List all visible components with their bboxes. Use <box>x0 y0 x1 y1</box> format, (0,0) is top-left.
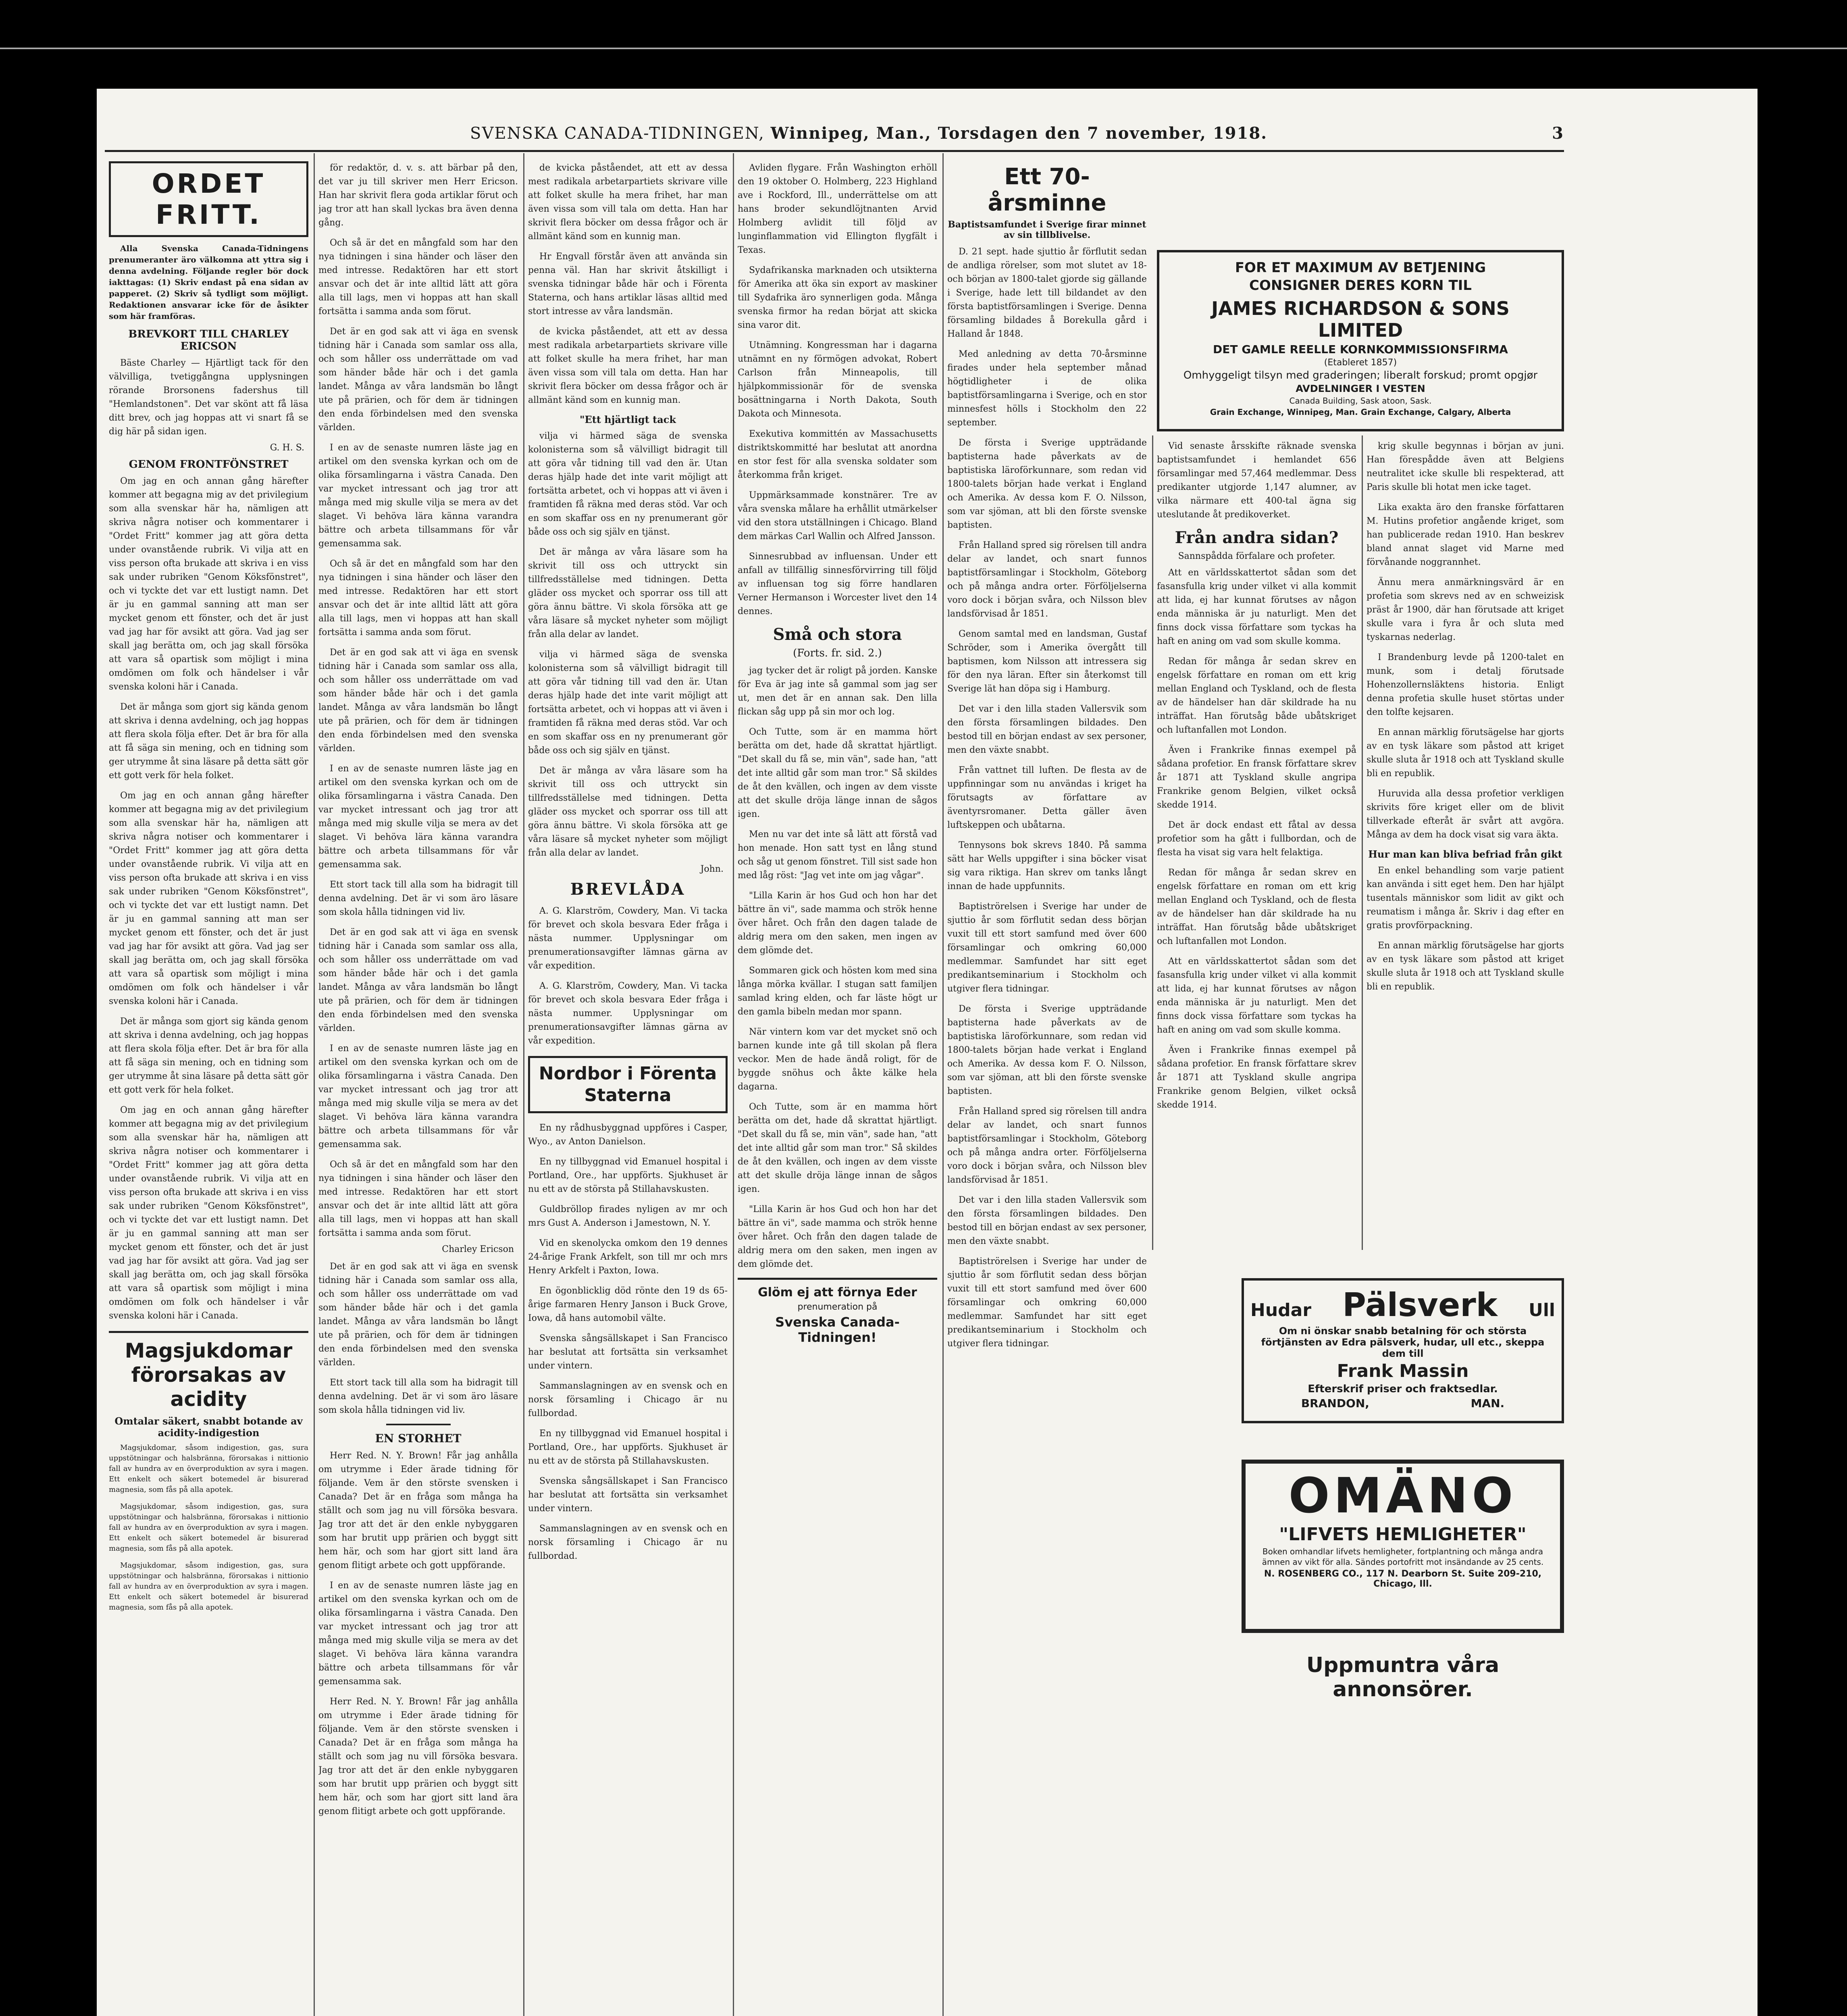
richardson-line2: CONSIGNER DERES KORN TIL <box>1249 277 1472 294</box>
news-item: Svenska sångsällskapet i San Francisco har beslutat att fortsätta sin verksamhet under vintern. <box>528 1333 728 1371</box>
article-paragraph: Även i Frankrike finnas exempel på sådana profetior. En fransk författare skrev år 1871 att Tyskland skulle angripa Frankrike genom Belgien, vilket också skedde 1914. <box>1157 1045 1356 1110</box>
richardson-line6: Omhyggeligt tilsyn med graderingen; liberalt forskud; promt opgjør <box>1183 369 1538 381</box>
column-2 <box>318 161 518 2016</box>
story-paragraph: "Lilla Karin är hos Gud och hon har det bättre än vi", sade mamma och strök henne över håret. Och från den dagen talade de aldrig mera om den saken, men ingen av dem glömde det. <box>738 1204 937 1269</box>
article-paragraph: Vid senaste årsskifte räknade svenska baptistsamfundet i hemlandet 656 församlingar med 57,464 medlemmar. Dess predikanter utgjorde 1,147 alumner, av vilka närmare ett 400-tal ägna sig uteslutande åt predikoverket. <box>1157 441 1356 520</box>
news-item: Avliden flygare. Från Washington erhöll den 19 oktober O. Holmberg, 223 Highland ave i Rockford, Ill., underrättelse om att hans broder sekundlöjtnanten Arvid Holmberg avlidit till följd av lunginflammation vid Ellington flygfält i Texas. <box>738 163 937 255</box>
article-paragraph: Och så är det en mångfald som har den nya tidningen i sina händer och läser den med intresse. Redaktören har ett stort ansvar och det är inte alltid lätt att göra alla till lags, men vi hoppas att han skall fortsätta i samma anda som förut. <box>318 1160 518 1238</box>
masthead-rule <box>105 150 1564 152</box>
story-paragraph: "Lilla Karin är hos Gud och hon har det bättre än vi", sade mamma och strök henne över håret. Och från den dagen talade de aldrig mera om den saken, men ingen av dem glömde det. <box>738 891 937 956</box>
reminder-title: Glöm ej att förnya Eder <box>758 1285 917 1300</box>
column-divider <box>314 153 315 2016</box>
article-paragraph: Det är en god sak att vi äga en svensk tidning här i Canada som samlar oss alla, och som håller oss underrättade om vad som händer både här och i det gamla landet. Många av våra landsmän bo långt ute på prärien, och för dem är tidningen den enda förbindelsen med den svenska världen. <box>318 327 518 433</box>
nordbor-heading: Nordbor i Förenta Staterna <box>528 1056 728 1113</box>
letter-heading: BREVKORT TILL CHARLEY ERICSON <box>128 328 289 352</box>
article-paragraph: Tennysons bok skrevs 1840. På samma sätt har Wells uppgifter i sina böcker visat sig vara riktiga. Han skrev om tanks långt innan de hade uppfunnits. <box>947 840 1147 891</box>
pelt-ad-location <box>1250 1397 1555 1410</box>
article-paragraph: vilja vi härmed säga de svenska kolonisterna som så välvilligt bidragit till att göra vår tidning till vad den är. Utan deras hjälp hade det inte varit möjligt att fortsätta arbetet, och vi hoppas att vi även i framtiden få räkna med deras stöd. Var och en som skaffar oss en ny prenumerant gör både oss och sig själv en tjänst. <box>528 650 728 756</box>
story-paragraph: Sommaren gick och hösten kom med sina långa mörka kvällar. I stugan satt familjen samlad kring elden, och far läste högt ur den gamla bibeln medan mor spann. <box>738 966 937 1017</box>
omano-description: Boken omhandlar lifvets hemligheter, fortplantning och många andra ämnen av vikt för alla. Sändes portofritt mot insändande av 25 cents. <box>1262 1547 1544 1567</box>
acidity-ad-body: Magsjukdomar, såsom indigestion, gas, sura uppstötningar och halsbränna, förorsakas i nittionio fall av hundra av en överproduktion av syra i magen. Ett enkelt och säkert botemedel är bisurerad magnesia, som fås på alla apotek. <box>109 1561 308 1612</box>
column-4 <box>738 161 937 2016</box>
pelt-ad-prices: Efterskrif priser och fraktsedlar. <box>1308 1383 1498 1395</box>
richardson-line1: FOR ET MAXIMUM AV BETJENING <box>1235 260 1486 276</box>
article-paragraph: I en av de senaste numren läste jag en artikel om den svenska kyrkan och om de olika församlingarna i västra Canada. Den var mycket intressant och jag tror att många med mig skulle vilja se mera av det slaget. Vi behöva lära känna varandra bättre och arbeta tillsammans för vår gemensamma sak. <box>318 443 518 549</box>
omano-tagline: "LIFVETS HEMLIGHETER" <box>1279 1524 1527 1545</box>
column-3 <box>528 161 728 2016</box>
richardson-line7: AVDELNINGER I VESTEN <box>1296 383 1425 394</box>
article-paragraph: Redan för många år sedan skrev en engelsk författare en roman om ett krig mellan England och Tyskland, och de flesta av de händelser han där skildrade ha nu inträffat. Han förutsåg både ubåtskriget och luftanfallen mot London. <box>1157 656 1356 735</box>
article-paragraph: I en av de senaste numren läste jag en artikel om den svenska kyrkan och om de olika församlingarna i västra Canada. Den var mycket intressant och jag tror att många med mig skulle vilja se mera av det slaget. Vi behöva lära känna varandra bättre och arbeta tillsammans för vår gemensamma sak. <box>318 764 518 870</box>
column-divider <box>1362 435 1363 1250</box>
article-paragraph: De första i Sverige uppträdande baptisterna hade påverkats av de baptistiska läroförkunnare, som redan vid 1800-talets början hade verkat i England och Amerika. Av dessa kom F. O. Nilsson, som var sjöman, att bli den förste svenske baptisten. <box>947 438 1147 530</box>
article-paragraph: Om jag en och annan gång härefter kommer att begagna mig av det privilegium som alla svenskar här ha, nämligen att skriva några notiser och kommentarer i "Ordet Fritt" kommer jag att göra detta under ovanstående rubrik. Vi vilja att en viss person ofta brukade att skriva i en viss sak under rubriken "Genom Köksfönstret", och vi tyckte det var ett lustigt namn. Det är ju en gammal sanning att man ser mycket genom ett fönster, och det är just vad jag har för avsikt att göra. Vad jag ser skall jag berätta om, och jag skall försöka att vara så opartisk som möjligt i mina omdömen om folk och händelser i vår svenska koloni här i Canada. <box>109 1105 308 1321</box>
thanks-heading: "Ett hjärtligt tack <box>579 414 676 425</box>
news-item: Sinnesrubbad av influensan. Under ett anfall av tillfällig sinnesförvirring till följd av influensan tog sig förre handlaren Verner Hermanson i Worcester livet den 14 dennes. <box>738 552 937 616</box>
article-paragraph: Från vattnet till luften. De flesta av de uppfinningar som nu användas i kriget ha förutsagts av författare av äventyrsromaner. Detta gäller även luftskeppen och ubåtarna. <box>947 765 1147 830</box>
pelt-ad-left: Hudar <box>1250 1300 1312 1320</box>
article-paragraph: Även i Frankrike finnas exempel på sådana profetior. En fransk författare skrev år 1871 att Tyskland skulle angripa Frankrike genom Belgien, vilket också skedde 1914. <box>1157 745 1356 810</box>
pelt-ad-headline <box>1250 1286 1555 1324</box>
article-paragraph: Det var i den lilla staden Vallersvik som den första församlingen bildades. Den bestod till en början endast av sex personer, men den växte snabbt. <box>947 1195 1147 1246</box>
column-5 <box>947 161 1147 2016</box>
article-paragraph: Det är en god sak att vi äga en svensk tidning här i Canada som samlar oss alla, och som håller oss underrättade om vad som händer både här och i det gamla landet. Många av våra landsmän bo långt ute på prärien, och för dem är tidningen den enda förbindelsen med den svenska världen. <box>318 927 518 1033</box>
article-paragraph: Från Halland spred sig rörelsen till andra delar av landet, och snart funnos baptistförsamlingar i Stockholm, Göteborg och på många andra orter. Förföljelserna voro dock i början svåra, och Nilsson blev landsförvisad år 1851. <box>947 540 1147 619</box>
letter-body: Bäste Charley — Hjärtligt tack för den välvilliga, tvetiggångna upplysningen rörande Brorsonens fadershus till "Hemlandstonen". Det var skönt att få läsa ditt brev, och jag hoppas att vi snart få se dig här på sidan igen. <box>109 358 308 437</box>
news-item: En ny tillbyggnad vid Emanuel hospital i Portland, Ore., har uppförts. Sjukhuset är nu ett av de största på Stillahavskusten. <box>528 1429 728 1466</box>
brevlada-body: A. G. Klarström, Cowdery, Man. Vi tacka för brevet och skola besvara Eder fråga i nästa nummer. Upplysningar om prenumerationsavgifter lämnas gärna av vår expedition. <box>528 906 728 971</box>
film-frame-top <box>0 48 1847 49</box>
pelt-ad-text: Om ni önskar snabb betalning för och största förtjänsten av Edra pälsverk, hudar, ull etc., skeppa dem till <box>1261 1325 1545 1359</box>
omano-book-ad <box>1242 1460 1564 1633</box>
article-paragraph: En annan märklig förutsägelse har gjorts av en tysk läkare som påstod att kriget skulle sluta år 1918 och att Tyskland skulle bli en republik. <box>1367 941 1564 992</box>
news-item: Vid en skenolycka omkom den 19 dennes 24-årige Frank Arkfelt, son till mr och mrs Henry Arkfelt i Paxton, Iowa. <box>528 1238 728 1276</box>
article-paragraph: I en av de senaste numren läste jag en artikel om den svenska kyrkan och om de olika församlingarna i västra Canada. Den var mycket intressant och jag tror att många med mig skulle vilja se mera av det slaget. Vi behöva lära känna varandra bättre och arbeta tillsammans för vår gemensamma sak. <box>318 1581 518 1687</box>
story-paragraph: jag tycker det är roligt på jorden. Kanske för Eva är jag inte så gammal som jag ser ut, men det är en annan sak. Den lilla flickan såg upp på sin mor och log. <box>738 666 937 717</box>
news-item: Svenska sångsällskapet i San Francisco har beslutat att fortsätta sin verksamhet under vintern. <box>528 1476 728 1514</box>
fran-andra-sidan-subheading: Sannspådda förfalare och profeter. <box>1178 551 1335 561</box>
article-paragraph: Baptiströrelsen i Sverige har under de sjuttio år som förflutit sedan dess början vuxit till ett stort samfund med över 600 församlingar och omkring 60,000 medlemmar. Samfundet har sitt eget predikantseminarium i Stockholm och utgiver flera tidningar. <box>947 902 1147 994</box>
reminder-paper: Svenska Canada-Tidningen! <box>775 1314 900 1345</box>
brevlada-body: A. G. Klarström, Cowdery, Man. Vi tacka för brevet och skola besvara Eder fråga i nästa nummer. Upplysningar om prenumerationsavgifter lämnas gärna av vår expedition. <box>528 981 728 1046</box>
article-paragraph: Att en världsskattertot sådan som det fasansfulla krig under vilket vi alla kommit att lida, ej har kunnat förutses av någon enda människa är ju naturligt. Men det finns dock vissa författare som tyckas ha haft en aning om vad som skulle komma. <box>1157 568 1356 646</box>
news-item: Sammanslagningen av en svensk och en norsk församling i Chicago är nu fullbordad. <box>528 1524 728 1561</box>
richardson-grain-ad <box>1157 250 1564 431</box>
article-paragraph: En enkel behandling som varje patient kan använda i sitt eget hem. Den har hjälpt tusentals människor som lidit av gikt och reumatism i många år. Skriv i dag efter en gratis provförpackning. <box>1367 866 1564 931</box>
article-paragraph: Baptiströrelsen i Sverige har under de sjuttio år som förflutit sedan dess början vuxit till ett stort samfund med över 600 församlingar och omkring 60,000 medlemmar. Samfundet har sitt eget predikantseminarium i Stockholm och utgiver flera tidningar. <box>947 1256 1147 1349</box>
richardson-line4: DET GAMLE REELLE KORNKOMMISSIONSFIRMA <box>1213 343 1508 356</box>
article-signature: John. <box>700 864 724 874</box>
renewal-reminder <box>738 1278 937 1345</box>
article-paragraph: Redan för många år sedan skrev en engelsk författare en roman om ett krig mellan England och Tyskland, och de flesta av de händelser han där skildrade ha nu inträffat. Han förutsåg både ubåtskriget och luftanfallen mot London. <box>1157 868 1356 946</box>
pelt-ad-city: BRANDON, <box>1301 1397 1369 1410</box>
en-storhet-heading: EN STORHET <box>375 1432 462 1445</box>
pelt-ad-name: Frank Massin <box>1337 1361 1469 1381</box>
column-6 <box>1157 439 1356 1246</box>
article-paragraph: Med anledning av detta 70-årsminne firades under hela september månad högtidligheter i de olika baptistförsamlingarna i Sverige, och en stor minnesfest hölls i Stockholm den 22 september. <box>947 349 1147 428</box>
section-heading: GENOM FRONTFÖNSTRET <box>129 458 289 471</box>
news-item: Exekutiva kommittén av Massachusetts distriktskommitté har beslutat att anordna en stor fest för alla svenska soldater som återkomma från kriget. <box>738 429 937 480</box>
sma-och-stora-heading: Små och stora <box>773 625 902 644</box>
article-paragraph: Och så är det en mångfald som har den nya tidningen i sina händer och läser den med intresse. Redaktören har ett stort ansvar och det är inte alltid lätt att göra alla till lags, men vi hoppas att han skall fortsätta i samma anda som förut. <box>318 238 518 317</box>
story-paragraph: Och Tutte, som är en mamma hört berätta om det, hade då skrattat hjärtligt. "Det skall du få se, min vän", sade han, "att det inte alltid går som man tror." Så skildes de åt den kvällen, och ingen av dem visste att det skulle dröja länge innan de sågos igen. <box>738 727 937 819</box>
column-divider <box>523 153 524 2016</box>
acidity-ad-body: Magsjukdomar, såsom indigestion, gas, sura uppstötningar och halsbränna, förorsakas i nittionio fall av hundra av en överproduktion av syra i magen. Ett enkelt och säkert botemedel är bisurerad magnesia, som fås på alla apotek. <box>109 1502 308 1553</box>
richardson-line9: Grain Exchange, Winnipeg, Man. Grain Exchange, Calgary, Alberta <box>1210 407 1511 417</box>
story-paragraph: Och Tutte, som är en mamma hört berätta om det, hade då skrattat hjärtligt. "Det skall du få se, min vän", sade han, "att det inte alltid går som man tror." Så skildes de åt den kvällen, och ingen av dem visste att det skulle dröja länge innan de sågos igen. <box>738 1102 937 1194</box>
article-paragraph: Herr Red. N. Y. Brown! Får jag anhålla om utrymme i Eder ärade tidning för följande. Vem är den störste svensken i Canada? Det är en fråga som många ha ställt och som jag nu vill försöka besvara. Jag tror att det är den enkle nybyggaren som har brutit upp prärien och byggt sitt hem här, och som har gjort sitt land ära genom flitigt arbete och gott uppförande. <box>318 1451 518 1570</box>
richardson-established: (Etableret 1857) <box>1324 358 1397 368</box>
ordet-fritt-heading: ORDET FRITT. <box>109 161 308 237</box>
article-paragraph: Huruvida alla dessa profetior verkligen skrivits före kriget eller om de blivit tillverkade efteråt är svårt att avgöra. Många av dem ha dock visat sig vara äkta. <box>1367 789 1564 840</box>
omano-brand: OMÄNO <box>1288 1468 1517 1524</box>
acidity-ad-body: Magsjukdomar, såsom indigestion, gas, sura uppstötningar och halsbränna, förorsakas i nittionio fall av hundra av en överproduktion av syra i magen. Ett enkelt och säkert botemedel är bisurerad magnesia, som fås på alla apotek. <box>109 1443 308 1494</box>
richardson-company: JAMES RICHARDSON & SONS LIMITED <box>1211 298 1510 341</box>
article-paragraph: De första i Sverige uppträdande baptisterna hade påverkats av de baptistiska läroförkunnare, som redan vid 1800-talets början hade verkat i England och Amerika. Av dessa kom F. O. Nilsson, som var sjöman, att bli den förste svenske baptisten. <box>947 1004 1147 1096</box>
news-item: Sydafrikanska marknaden och utsikterna för Amerika att öka sin export av maskiner till Sydafrika äro synnerligen goda. Många svenska firmor ha redan börjat att skicka sina varor dit. <box>738 265 937 330</box>
article-paragraph: Om jag en och annan gång härefter kommer att begagna mig av det privilegium som alla svenskar här ha, nämligen att skriva några notiser och kommentarer i "Ordet Fritt" kommer jag att göra detta under ovanstående rubrik. Vi vilja att en viss person ofta brukade att skriva i en viss sak under rubriken "Genom Köksfönstret", och vi tyckte det var ett lustigt namn. Det är ju en gammal sanning att man ser mycket genom ett fönster, och det är just vad jag har för avsikt att göra. Vad jag ser skall jag berätta om, och jag skall försöka att vara så opartisk som möjligt i mina omdömen om folk och händelser i vår svenska koloni här i Canada. <box>109 476 308 692</box>
article-paragraph: Ett stort tack till alla som ha bidragit till denna avdelning. Det är vi som äro läsare som skola hålla tidningen vid liv. <box>318 1378 518 1415</box>
article-paragraph: Det är många av våra läsare som ha skrivit till oss och uttryckt sin tillfredsställelse med tidningen. Detta gläder oss mycket och sporrar oss till att göra ännu bättre. Vi skola försöka att ge våra läsare så mycket nyheter som möjligt från alla delar av landet. <box>528 766 728 858</box>
column-divider <box>733 153 734 2016</box>
reminder-subtitle: prenumeration på <box>797 1302 878 1312</box>
news-item: Sammanslagningen av en svensk och en norsk församling i Chicago är nu fullbordad. <box>528 1381 728 1418</box>
story-paragraph: Men nu var det inte så lätt att förstå vad hon menade. Hon satt tyst en lång stund och såg ut genom fönstret. Till sist sade hon med låg röst: "Jag vet inte om jag vågar". <box>738 829 937 881</box>
article-paragraph: En annan märklig förutsägelse har gjorts av en tysk läkare som påstod att kriget skulle sluta år 1918 och att Tyskland skulle bli en republik. <box>1367 727 1564 779</box>
fran-andra-sidan-heading: Från andra sidan? <box>1175 528 1339 547</box>
column-1 <box>109 161 308 2016</box>
news-item: En ögonblicklig död rönte den 19 ds 65-årige farmaren Henry Janson i Buck Grove, Iowa, då hans automobil välte. <box>528 1286 728 1323</box>
acidity-ad <box>109 1331 308 1613</box>
pelt-dealer-ad <box>1242 1278 1564 1423</box>
article-signature: Charley Ericson <box>442 1244 514 1254</box>
news-item: Guldbröllop firades nyligen av mr och mrs Gust A. Anderson i Jamestown, N. Y. <box>528 1204 728 1228</box>
article-paragraph: Det är en god sak att vi äga en svensk tidning här i Canada som samlar oss alla, och som håller oss underrättade om vad som händer både här och i det gamla landet. Många av våra landsmän bo långt ute på prärien, och för dem är tidningen den enda förbindelsen med den svenska världen. <box>318 1262 518 1368</box>
article-paragraph: Om jag en och annan gång härefter kommer att begagna mig av det privilegium som alla svenskar här ha, nämligen att skriva några notiser och kommentarer i "Ordet Fritt" kommer jag att göra detta under ovanstående rubrik. Vi vilja att en viss person ofta brukade att skriva i en viss sak under rubriken "Genom Köksfönstret", och vi tyckte det var ett lustigt namn. Det är ju en gammal sanning att man ser mycket genom ett fönster, och det är just vad jag har för avsikt att göra. Vad jag ser skall jag berätta om, och jag skall försöka att vara så opartisk som möjligt i mina omdömen om folk och händelser i vår svenska koloni här i Canada. <box>109 791 308 1006</box>
paper-name: SVENSKA CANADA-TIDNINGEN, <box>470 124 765 143</box>
article-paragraph: I en av de senaste numren läste jag en artikel om den svenska kyrkan och om de olika församlingarna i västra Canada. Den var mycket intressant och jag tror att många med mig skulle vilja se mera av det slaget. Vi behöva lära känna varandra bättre och arbeta tillsammans för vår gemensamma sak. <box>318 1043 518 1150</box>
article-paragraph: de kvicka påståendet, att ett av dessa mest radikala arbetarpartiets skrivare ville att folket skulle ha mera frihet, har man även vissa som vill tala om detta. Han har skrivit flera böcker om dessa frågor och är allmänt känd som en kunnig man. <box>528 163 728 242</box>
column-divider <box>1152 435 1153 1250</box>
news-item: Uppmärksammade konstnärer. Tre av våra svenska målare ha erhållit utmärkelser vid den stora utställningen i Chicago. Bland dem märkas Carl Wallin och Alfred Jansson. <box>738 490 937 541</box>
article-paragraph: Det är dock endast ett fåtal av dessa profetior som ha gått i fullbordan, och de flesta ha visat sig vara helt felaktiga. <box>1157 820 1356 858</box>
masthead <box>105 121 1564 145</box>
pelt-ad-right: Ull <box>1529 1300 1555 1320</box>
richardson-line8: Canada Building, Sask atoon, Sask. <box>1289 396 1432 406</box>
article-paragraph: Ett stort tack till alla som ha bidragit till denna avdelning. Det är vi som äro läsare som skola hålla tidningen vid liv. <box>318 880 518 917</box>
encourage-advertisers: Uppmuntra våra annonsörer. <box>1306 1653 1500 1702</box>
pelt-ad-center: Pälsverk <box>1342 1286 1498 1324</box>
story-paragraph: När vintern kom var det mycket snö och barnen kunde inte gå till skolan på flera veckor. Men de hade ändå roligt, för de byggde snöhus och åkte kälke hela dagarna. <box>738 1027 937 1092</box>
article-paragraph: Lika exakta äro den franske författaren M. Hutins profetior angående kriget, som han publicerade redan 1910. Han beskrev bland annat slaget vid Marne med förvånande noggrannhet. <box>1367 502 1564 567</box>
sma-och-stora-subheading: (Forts. fr. sid. 2.) <box>793 647 882 659</box>
editor-note: Alla Svenska Canada-Tidningens prenumeranter äro välkomna att yttra sig i denna avdelning. Följande regler bör dock iakttagas: (1) Skriv endast på ena sidan av papperet. (2) Skriv så tydligt som möjligt. Redaktionen ansvarar icke för de åsikter som här framföras. <box>109 244 308 321</box>
news-item: Utnämning. Kongressman har i dagarna utnämnt en ny förmögen advokat, Robert Carlson från Minneapolis, till hjälpkommissionär för de svenska bosättningarna i North Dakota, South Dakota och Minnesota. <box>738 340 937 419</box>
article-paragraph: Genom samtal med en landsman, Gustaf Schröder, som i Amerika övergått till baptismen, kom Nilsson att intressera sig för den nya läran. Efter sin återkomst till Sverige lät han döpa sig i Hamburg. <box>947 629 1147 694</box>
news-item: En ny tillbyggnad vid Emanuel hospital i Portland, Ore., har uppförts. Sjukhuset är nu ett av de största på Stillahavskusten. <box>528 1157 728 1194</box>
article-paragraph: Det var i den lilla staden Vallersvik som den första församlingen bildades. Den bestod till en början endast av sex personer, men den växte snabbt. <box>947 704 1147 755</box>
news-item: En ny rådhusbyggnad uppföres i Casper, Wyo., av Anton Danielson. <box>528 1123 728 1147</box>
column-7 <box>1367 439 1564 1246</box>
article-paragraph: Att en världsskattertot sådan som det fasansfulla krig under vilket vi alla kommit att lida, ej har kunnat förutses av någon enda människa är ju naturligt. Men det finns dock vissa författare som tyckas ha haft en aning om vad som skulle komma. <box>1157 956 1356 1035</box>
article-paragraph: I Brandenburg levde på 1200-talet en munk, som i detalj förutsade Hohenzollernsläktens historia. Enligt denna profetia skulle huset störtas under den tolfte kejsaren. <box>1367 652 1564 717</box>
acidity-ad-title: Magsjukdomar förorsakas av acidity <box>125 1339 293 1411</box>
article-paragraph: Hr Engvall förstår även att använda sin penna väl. Han har skrivit åtskilligt i svenska tidningar både här och i Förenta Staterna, och hans artiklar läsas alltid med stort intresse av våra landsmän. <box>528 252 728 317</box>
pelt-ad-province: MAN. <box>1471 1397 1505 1410</box>
article-paragraph: Från Halland spred sig rörelsen till andra delar av landet, och snart funnos baptistförsamlingar i Stockholm, Göteborg och på många andra orter. Förföljelserna voro dock i början svåra, och Nilsson blev landsförvisad år 1851. <box>947 1106 1147 1185</box>
article-paragraph: vilja vi härmed säga de svenska kolonisterna som så välvilligt bidragit till att göra vår tidning till vad den är. Utan deras hjälp hade det inte varit möjligt att fortsätta arbetet, och vi hoppas att vi även i framtiden få räkna med deras stöd. Var och en som skaffar oss en ny prenumerant gör både oss och sig själv en tjänst. <box>528 431 728 537</box>
article-paragraph: de kvicka påståendet, att ett av dessa mest radikala arbetarpartiets skrivare ville att folket skulle ha mera frihet, har man även vissa som vill tala om detta. Han har skrivit flera böcker om dessa frågor och är allmänt känd som en kunnig man. <box>528 327 728 405</box>
seventy-year-subheading: Baptistsamfundet i Sverige firar minnet av sin tillblivelse. <box>948 219 1146 240</box>
seventy-year-heading: Ett 70-årsminne <box>988 164 1107 216</box>
article-paragraph: D. 21 sept. hade sjuttio år förflutit sedan de andliga rörelser, som mot slutet av 18- och början av 1800-talet gjorde sig gällande i Sverige, hade lett till bildandet av den första baptistförsamlingen i Sverige. Denna församling bildades å Borekulla gård i Halland år 1848. <box>947 247 1147 339</box>
article-paragraph: Det är många som gjort sig kända genom att skriva i denna avdelning, och jag hoppas att flera skola följa efter. Det är bra för alla att få säga sin mening, och en tidning som ger utrymme åt sina läsare på detta sätt gör ett gott verk för hela folket. <box>109 1016 308 1095</box>
column-divider <box>942 153 944 2016</box>
article-paragraph: för redaktör, d. v. s. att bärbar på den, det var ju till skriver men Herr Ericson. Han har skrivit flera goda artiklar förut och jag tror att han skall lyckas bra även denna gång. <box>318 163 518 228</box>
article-paragraph: Det är en god sak att vi äga en svensk tidning här i Canada som samlar oss alla, och som håller oss underrättade om vad som händer både här och i det gamla landet. Många av våra landsmän bo långt ute på prärien, och för dem är tidningen den enda förbindelsen med den svenska världen. <box>318 648 518 754</box>
letter-signature: G. H. S. <box>270 443 304 453</box>
acidity-ad-subtitle: Omtalar säkert, snabbt botande av acidity-indigestion <box>114 1415 303 1439</box>
gikt-heading: Hur man kan bliva befriad från gikt <box>1368 848 1562 860</box>
article-paragraph: Herr Red. N. Y. Brown! Får jag anhålla om utrymme i Eder ärade tidning för följande. Vem är den störste svensken i Canada? Det är en fråga som många ha ställt och som jag nu vill försöka besvara. Jag tror att det är den enkle nybyggaren som har brutit upp prärien och byggt sitt hem här, och som har gjort sitt land ära genom flitigt arbete och gott uppförande. <box>318 1697 518 1816</box>
article-paragraph: Det är många som gjort sig kända genom att skriva i denna avdelning, och jag hoppas att flera skola följa efter. Det är bra för alla att få säga sin mening, och en tidning som ger utrymme åt sina läsare på detta sätt gör ett gott verk för hela folket. <box>109 702 308 781</box>
article-paragraph: Ännu mera anmärkningsvärd är en profetia som skrevs ned av en schweizisk präst år 1900, där han förutsade att kriget skulle vara i fyra år och sluta med tyskarnas nederlag. <box>1367 577 1564 642</box>
article-paragraph: Och så är det en mångfald som har den nya tidningen i sina händer och läser den med intresse. Redaktören har ett stort ansvar och det är inte alltid lätt att göra alla till lags, men vi hoppas att han skall fortsätta i samma anda som förut. <box>318 559 518 637</box>
dateline: Winnipeg, Man., Torsdagen den 7 november, 1918. <box>770 123 1268 143</box>
brevlada-heading: BREVLÅDA <box>570 880 686 899</box>
omano-address: N. ROSENBERG CO., 117 N. Dearborn St. Suite 209-210, Chicago, Ill. <box>1264 1569 1542 1589</box>
article-paragraph: krig skulle begynnas i början av juni. Han förespådde även att Belgiens neutralitet icke skulle bli respekterad, att Paris skulle bli hotat men icke taget. <box>1367 441 1564 492</box>
page-number: 3 <box>1552 123 1564 143</box>
article-paragraph: Det är många av våra läsare som ha skrivit till oss och uttryckt sin tillfredsställelse med tidningen. Detta gläder oss mycket och sporrar oss till att göra ännu bättre. Vi skola försöka att ge våra läsare så mycket nyheter som möjligt från alla delar av landet. <box>528 547 728 639</box>
